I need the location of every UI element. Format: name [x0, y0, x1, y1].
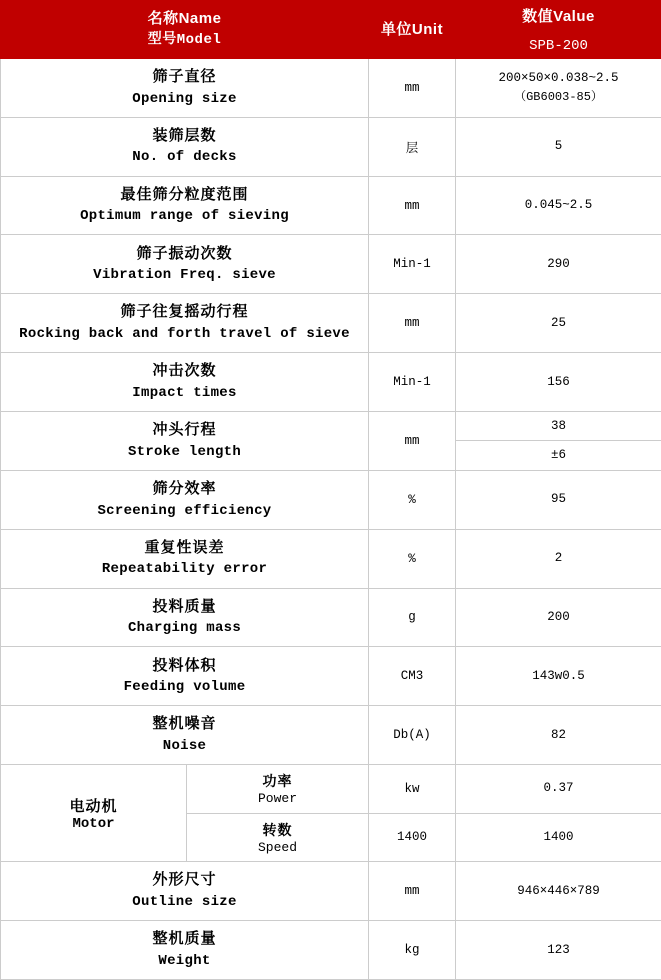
row-unit: Min-1	[369, 235, 456, 294]
row-value: 156	[456, 353, 661, 412]
row-value: 38	[456, 411, 661, 440]
row-label: 最佳筛分粒度范围 Optimum range of sieving	[1, 176, 369, 235]
row-value: 143w0.5	[456, 647, 661, 706]
table-row	[1, 294, 661, 353]
row-label: 冲击次数 Impact times	[1, 353, 369, 412]
row-label: 筛子振动次数 Vibration Freq. sieve	[1, 235, 369, 294]
row-value: 290	[456, 235, 661, 294]
table-row	[1, 529, 661, 588]
row-value: 5	[456, 117, 661, 176]
row-unit: Db(A)	[369, 706, 456, 765]
row-value: 123	[456, 920, 661, 979]
header-unit: 单位Unit	[369, 1, 456, 59]
row-unit: mm	[369, 862, 456, 921]
row-label: 整机质量 Weight	[1, 920, 369, 979]
row-label: 重复性误差 Repeatability error	[1, 529, 369, 588]
header-model-value: SPB-200	[456, 33, 661, 58]
row-label: 冲头行程 Stroke length	[1, 411, 369, 470]
row-unit: Min-1	[369, 353, 456, 412]
row-value: 0.045~2.5	[456, 176, 661, 235]
row-unit: mm	[369, 411, 456, 470]
row-label: 装筛层数 No. of decks	[1, 117, 369, 176]
row-label: 投料质量 Charging mass	[1, 588, 369, 647]
row-value: 200×50×0.038~2.5 （GB6003-85）	[456, 58, 661, 117]
row-value: 1400	[456, 813, 661, 862]
table-header-row	[1, 1, 661, 33]
header-name-cn: 名称Name	[147, 10, 222, 28]
motor-sub-label-power: 功率 Power	[187, 765, 369, 814]
header-model-en: 型号Model	[147, 32, 222, 49]
row-unit: CM3	[369, 647, 456, 706]
row-unit: %	[369, 529, 456, 588]
row-value: 946×446×789	[456, 862, 661, 921]
table-row	[1, 706, 661, 765]
table-row	[1, 235, 661, 294]
table-row	[1, 58, 661, 117]
row-unit: %	[369, 470, 456, 529]
row-label: 投料体积 Feeding volume	[1, 647, 369, 706]
row-label: 整机噪音 Noise	[1, 706, 369, 765]
table-row-motor-power	[1, 765, 661, 814]
header-value: 数值Value	[456, 1, 661, 33]
table-row	[1, 647, 661, 706]
row-value: 82	[456, 706, 661, 765]
row-unit: kw	[369, 765, 456, 814]
row-value: 25	[456, 294, 661, 353]
table-row	[1, 176, 661, 235]
table-row	[1, 588, 661, 647]
row-label: 筛分效率 Screening efficiency	[1, 470, 369, 529]
row-value: 0.37	[456, 765, 661, 814]
row-unit: 1400	[369, 813, 456, 862]
row-unit: g	[369, 588, 456, 647]
row-value: 2	[456, 529, 661, 588]
row-label: 外形尺寸 Outline size	[1, 862, 369, 921]
row-value: 95	[456, 470, 661, 529]
row-value: 200	[456, 588, 661, 647]
header-name-model	[1, 1, 369, 59]
row-unit: kg	[369, 920, 456, 979]
row-unit: 层	[369, 117, 456, 176]
row-unit: mm	[369, 58, 456, 117]
motor-group-label: 电动机 Motor	[1, 765, 187, 862]
row-label: 筛子直径 Opening size	[1, 58, 369, 117]
row-value-secondary: ±6	[456, 441, 661, 470]
row-unit: mm	[369, 294, 456, 353]
table-row	[1, 470, 661, 529]
table-row	[1, 353, 661, 412]
row-label: 筛子往复摇动行程 Rocking back and forth travel of sieve	[1, 294, 369, 353]
table-row	[1, 411, 661, 440]
motor-sub-label-speed: 转数 Speed	[187, 813, 369, 862]
row-unit: mm	[369, 176, 456, 235]
table-row	[1, 920, 661, 979]
table-row	[1, 117, 661, 176]
table-row	[1, 862, 661, 921]
